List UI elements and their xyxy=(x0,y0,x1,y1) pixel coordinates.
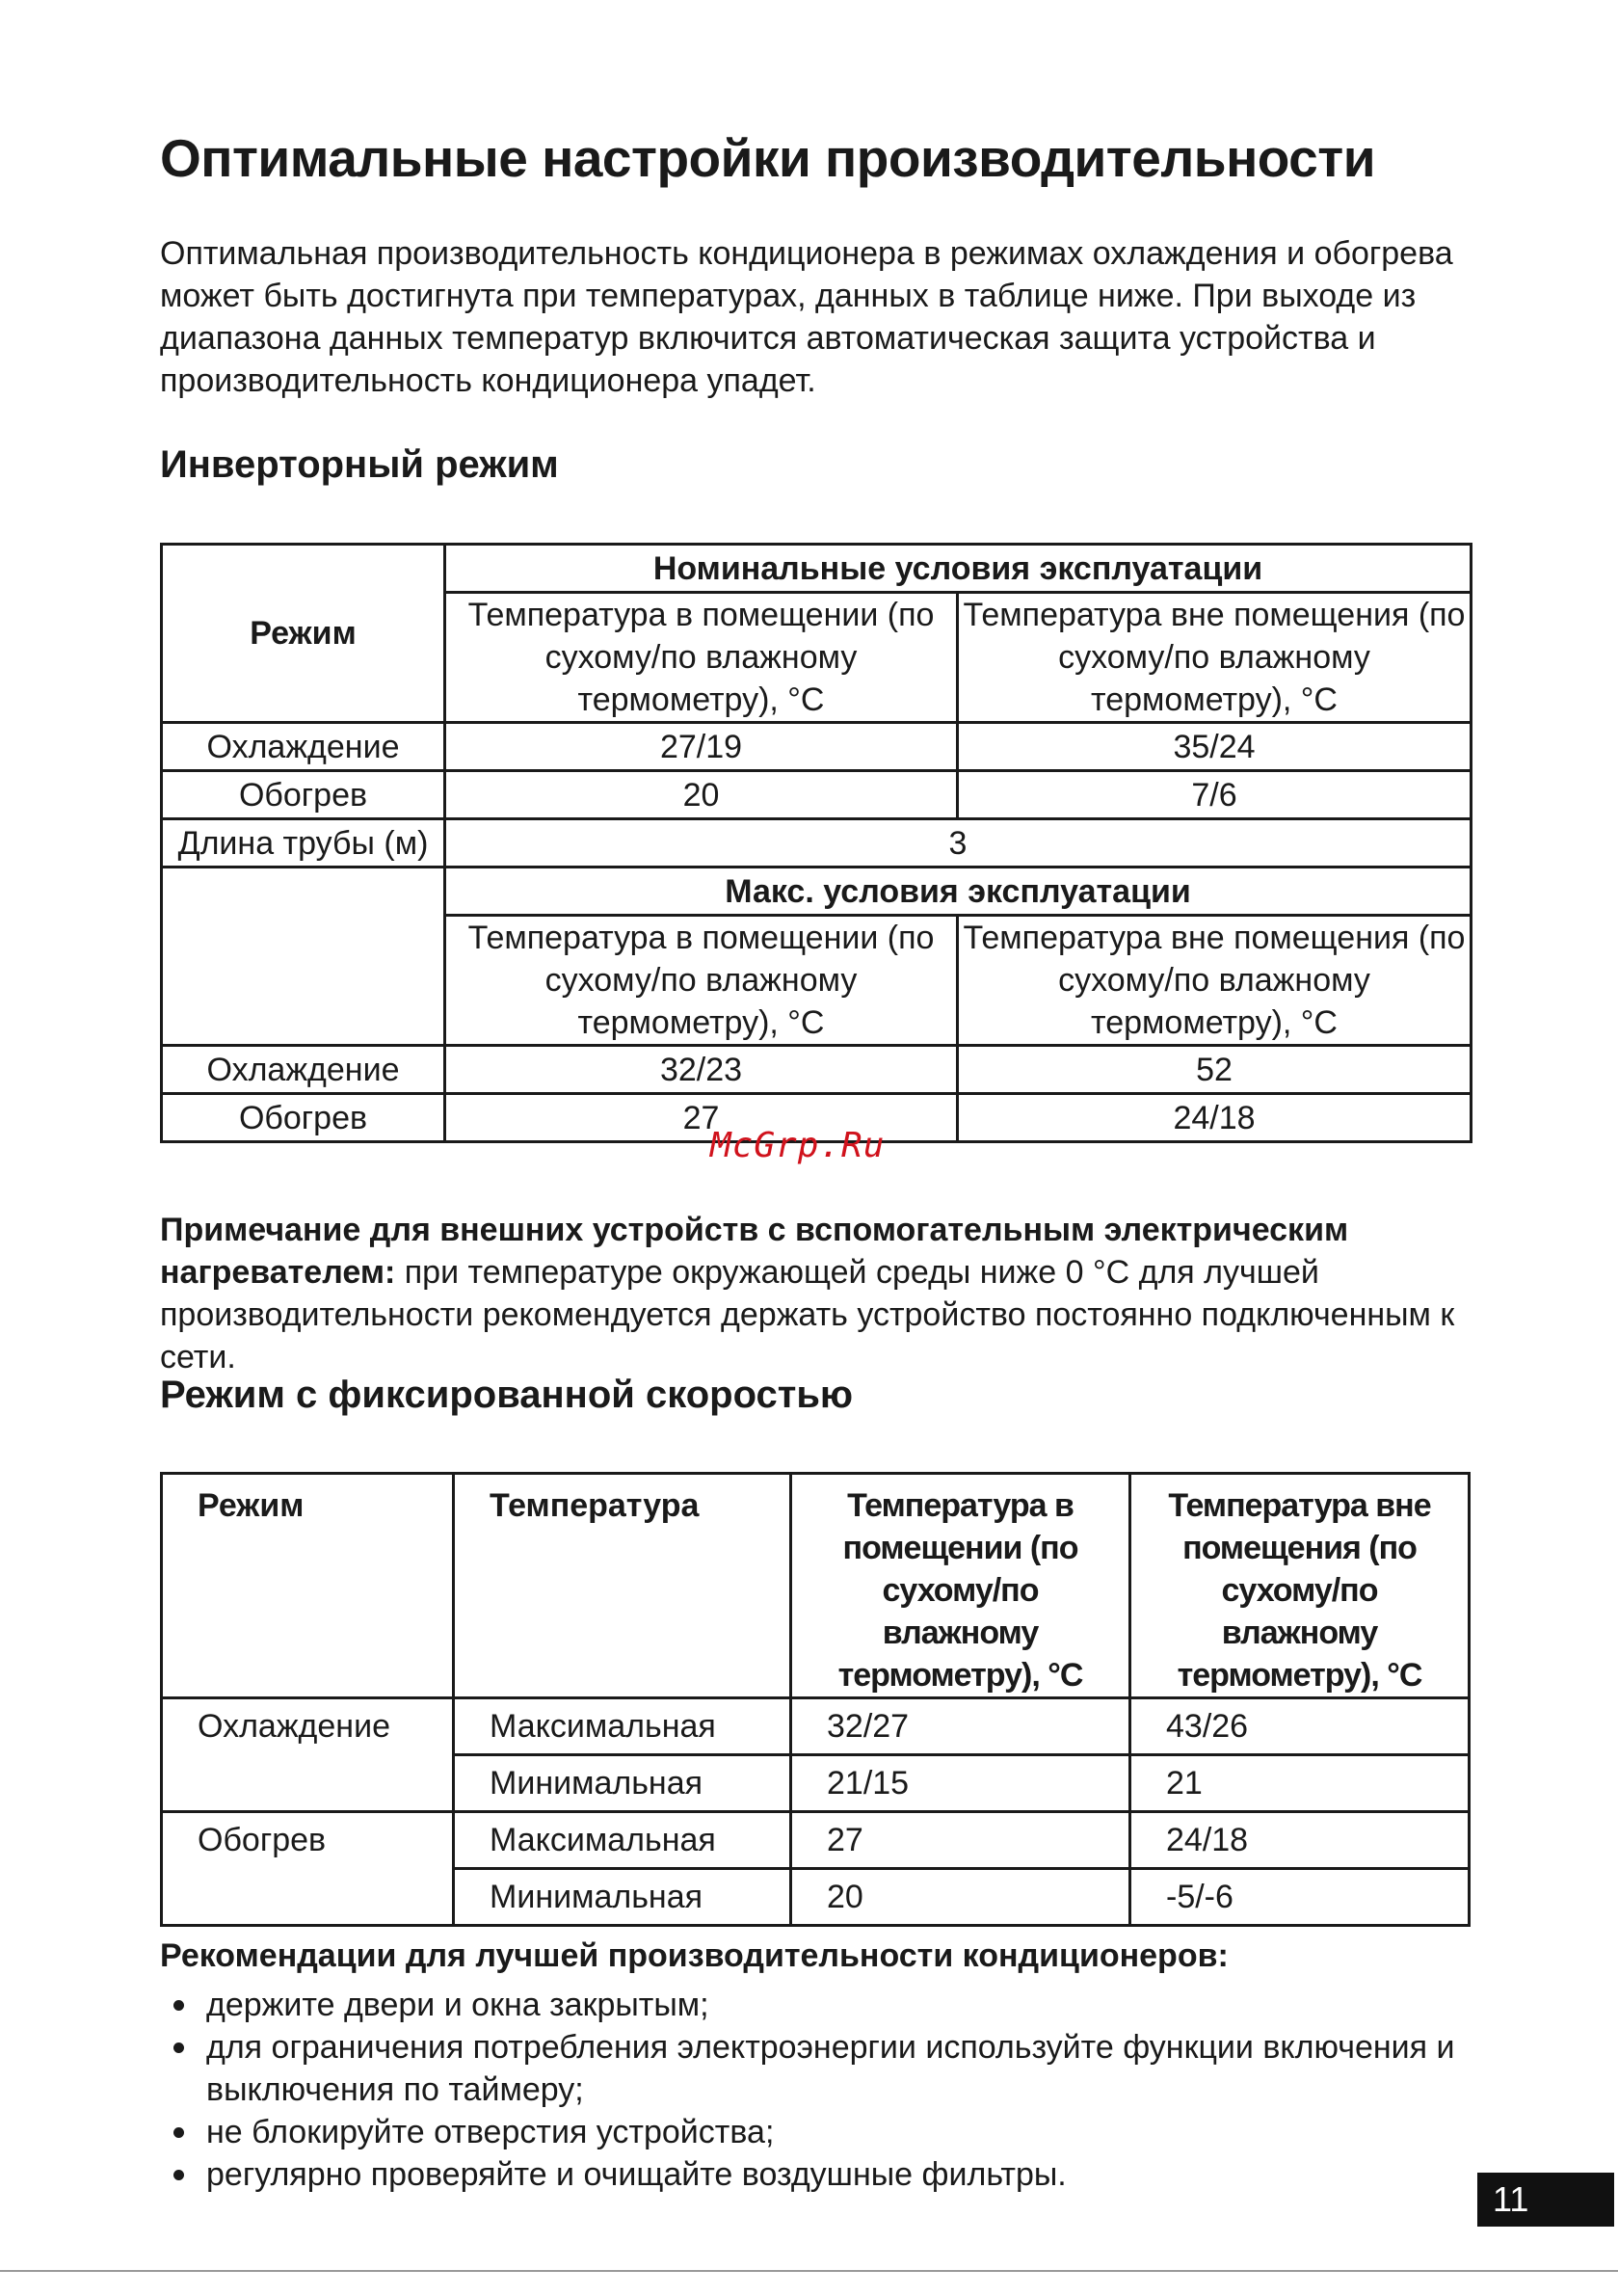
pipe-label: Длина трубы (м) xyxy=(162,819,445,868)
list-item: держите двери и окна закрытым; xyxy=(160,1984,1471,2026)
note-text: при температуре окружающей среды ниже 0 °C для лучшей производительности рекомендуется держать устройство постоянно подключенным к сети. xyxy=(160,1254,1455,1375)
indoor-header: Температура в помещении (по сухому/по влажному термометру), °C xyxy=(791,1474,1130,1698)
heat-min-indoor: 20 xyxy=(791,1869,1130,1926)
pipe-value: 3 xyxy=(445,819,1472,868)
cool-min-outdoor: 21 xyxy=(1130,1755,1470,1812)
page-number: 11 xyxy=(1477,2173,1614,2227)
row-mode: Обогрев xyxy=(162,1094,445,1142)
mode-header: Режим xyxy=(162,1474,454,1698)
recommendations-title: Рекомендации для лучшей производительности кондиционеров: xyxy=(160,1937,1229,1974)
cool-max-outdoor: 43/26 xyxy=(1130,1698,1470,1755)
fixed-heading: Режим с фиксированной скоростью xyxy=(160,1374,854,1416)
row-indoor: 27 xyxy=(445,1094,958,1142)
table-row xyxy=(162,771,1472,819)
heat-max-outdoor: 24/18 xyxy=(1130,1812,1470,1869)
heat-min-label: Минимальная xyxy=(454,1869,791,1926)
inverter-table xyxy=(160,543,1472,1143)
heat-max-label: Максимальная xyxy=(454,1812,791,1869)
list-item: регулярно проверяйте и очищайте воздушные фильтры. xyxy=(160,2153,1471,2196)
bottom-rule xyxy=(0,2270,1618,2272)
outdoor-header: Температура вне помещения (по сухому/по влажному термометру), °C xyxy=(958,916,1472,1046)
empty-cell xyxy=(162,868,445,1046)
row-outdoor: 24/18 xyxy=(958,1094,1472,1142)
list-item: для ограничения потребления электроэнергии используйте функции включения и выключения по таймеру; xyxy=(160,2026,1471,2111)
row-indoor: 27/19 xyxy=(445,723,958,771)
indoor-header: Температура в помещении (по сухому/по влажному термометру), °C xyxy=(445,916,958,1046)
fixed-speed-table xyxy=(160,1472,1471,1927)
row-indoor: 32/23 xyxy=(445,1046,958,1094)
note-bold: Примечание для внешних устройств с вспомогательным электрическим нагревателем: xyxy=(160,1212,1349,1291)
outdoor-header: Температура вне помещения (по сухому/по влажному термометру), °C xyxy=(1130,1474,1470,1698)
inverter-heading: Инверторный режим xyxy=(160,443,559,486)
heat-mode: Обогрев xyxy=(162,1812,454,1926)
list-item: не блокируйте отверстия устройства; xyxy=(160,2111,1471,2153)
note-paragraph xyxy=(160,1209,1471,1378)
cool-max-indoor: 32/27 xyxy=(791,1698,1130,1755)
temp-header: Температура xyxy=(454,1474,791,1698)
watermark-text: McGrp.Ru xyxy=(710,1126,886,1165)
table-row xyxy=(162,1812,1470,1869)
page-title: Оптимальные настройки производительности xyxy=(160,128,1376,188)
row-outdoor: 35/24 xyxy=(958,723,1472,771)
row-mode: Охлаждение xyxy=(162,723,445,771)
table-row xyxy=(162,1698,1470,1755)
row-outdoor: 7/6 xyxy=(958,771,1472,819)
heat-max-indoor: 27 xyxy=(791,1812,1130,1869)
table-row xyxy=(162,819,1472,868)
intro-paragraph: Оптимальная производительность кондиционера в режимах охлаждения и обогрева может быть достигнута при температурах, данных в таблице ниже. При выходе из диапазона данных температур включится автоматическая защита устройства и производительность кондиционера упадет. xyxy=(160,235,1453,399)
table-row xyxy=(162,723,1472,771)
table-row xyxy=(162,1046,1472,1094)
outdoor-header: Температура вне помещения (по сухому/по влажному термометру), °C xyxy=(958,593,1472,723)
mode-header: Режим xyxy=(162,545,445,723)
cool-min-label: Минимальная xyxy=(454,1755,791,1812)
indoor-header: Температура в помещении (по сухому/по влажному термометру), °C xyxy=(445,593,958,723)
heat-min-outdoor: -5/-6 xyxy=(1130,1869,1470,1926)
cool-max-label: Максимальная xyxy=(454,1698,791,1755)
row-mode: Обогрев xyxy=(162,771,445,819)
max-header: Макс. условия эксплуатации xyxy=(445,868,1472,916)
recommendations-list xyxy=(160,1984,1471,2196)
row-mode: Охлаждение xyxy=(162,1046,445,1094)
cool-min-indoor: 21/15 xyxy=(791,1755,1130,1812)
nominal-header: Номинальные условия эксплуатации xyxy=(445,545,1472,593)
cool-mode: Охлаждение xyxy=(162,1698,454,1812)
row-indoor: 20 xyxy=(445,771,958,819)
row-outdoor: 52 xyxy=(958,1046,1472,1094)
